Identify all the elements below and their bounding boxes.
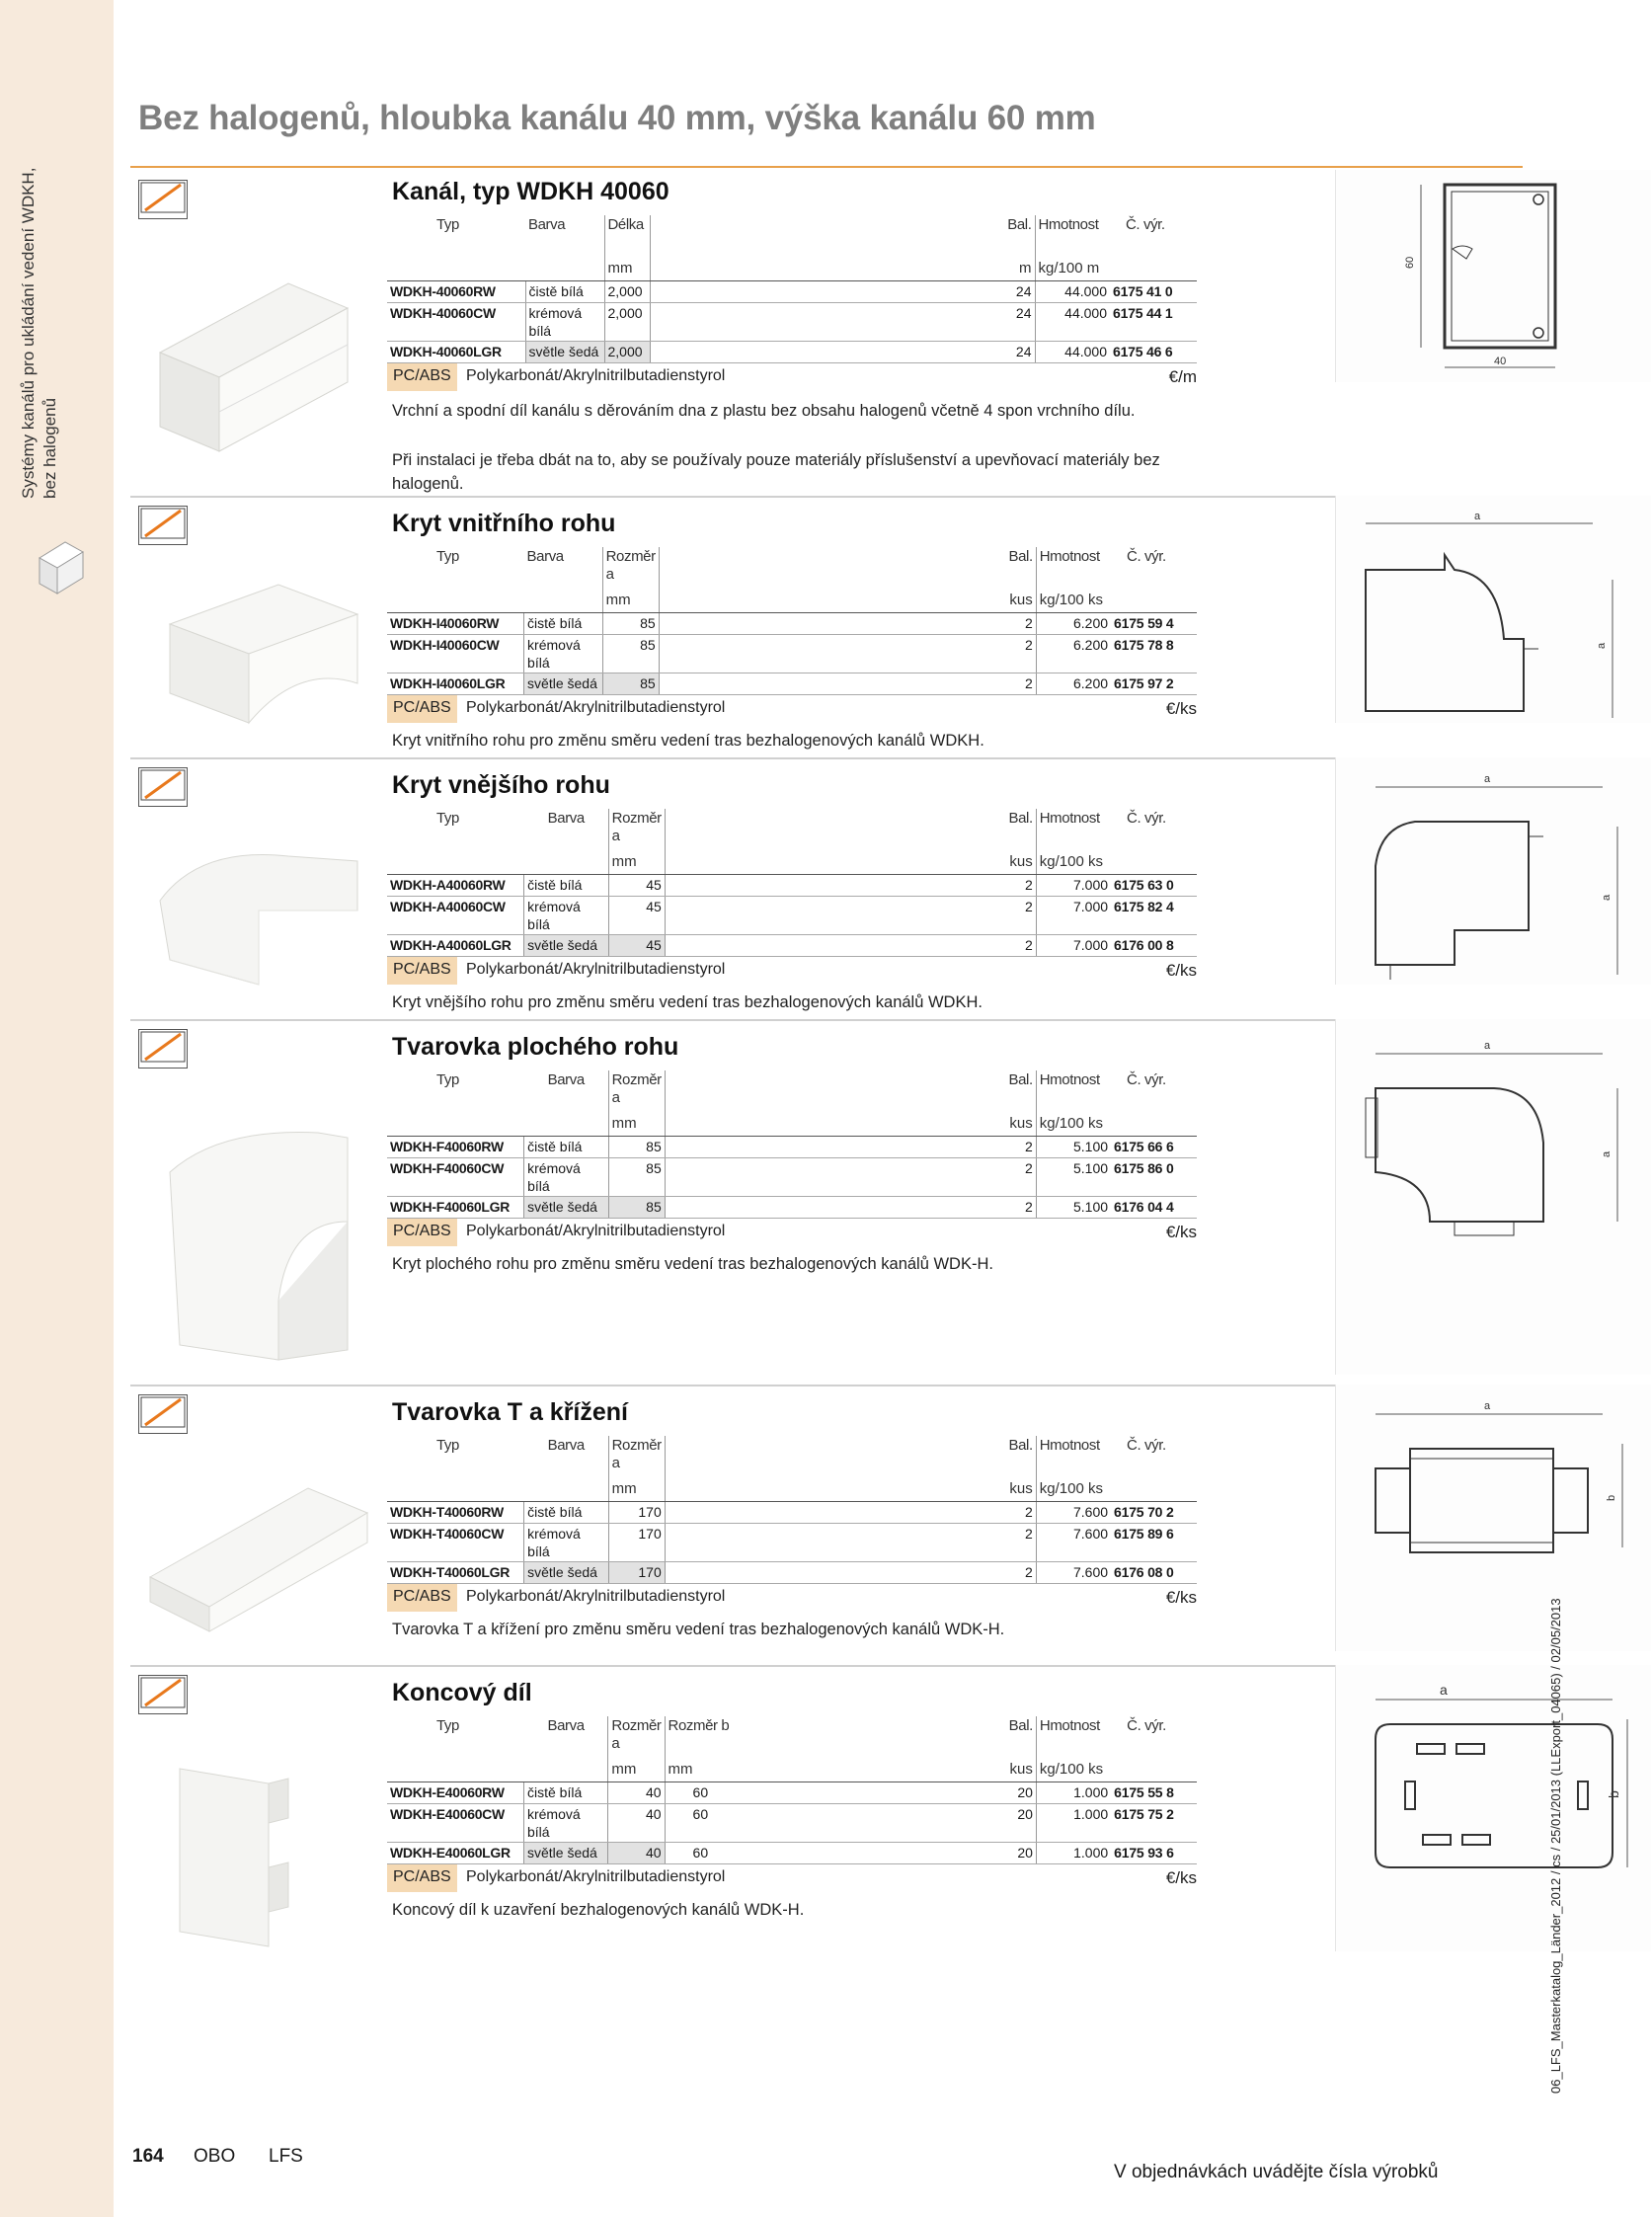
type-code: WDKH-A40060RW [387,874,524,896]
type-code: WDKH-F40060CW [387,1157,524,1196]
material-name: Polykarbonát/Akrylnitrilbutadienstyrol [466,1223,726,1239]
weight-value: 1.000 [1036,1842,1111,1863]
pack-value: 2 [1000,1561,1036,1583]
section-inner-corner [130,496,1608,755]
pack-value: 2 [1000,874,1036,896]
size-a-value: 40 [608,1842,665,1863]
article-number: 6175 82 4 [1111,896,1197,934]
halogen-free-badge [138,1675,188,1714]
col-header-color: Barva [526,548,564,565]
length-value: 2,000 [604,302,650,341]
table-row [387,1803,1197,1842]
halogen-free-icon [139,1676,187,1713]
halogen-free-badge [138,180,188,219]
weight-value: 6.200 [1036,673,1111,694]
dim-a-vertical-label: a [1601,894,1613,901]
pack-value: 20 [1001,1803,1037,1842]
size-b-value: 60 [665,1842,1001,1863]
dim-b-label: b [1606,1494,1617,1501]
flat-corner-photo [140,1113,377,1370]
order-note: V objednávkách uvádějte čísla výrobků [1114,2162,1439,2182]
halogen-free-icon [139,181,187,218]
article-number: 6175 41 0 [1110,280,1197,302]
col-header-color: Barva [547,1717,585,1734]
pack-value: 2 [1000,673,1036,694]
section-divider [130,1019,1523,1021]
color-value: krémová bílá [525,302,604,341]
section-t-piece [130,1385,1617,1663]
col-header-pack: Bal. [1008,1437,1033,1454]
col-header-article: Č. výr. [1127,548,1166,565]
table-row [387,934,1197,956]
size-value: 45 [608,874,665,896]
unit-size-b: mm [665,1760,1001,1782]
product-table [387,1716,1197,1864]
table-row [387,341,1197,362]
pack-value: 2 [1000,1523,1036,1561]
unit-pack: m [999,259,1035,280]
pack-value: 2 [1000,934,1036,956]
color-value: krémová bílá [524,634,603,673]
size-value: 170 [608,1501,665,1523]
col-header-type: Typ [436,810,459,827]
price-unit: €/ks [1165,699,1197,718]
material-name: Polykarbonát/Akrylnitrilbutadienstyrol [466,699,726,716]
weight-value: 6.200 [1036,612,1111,634]
article-number: 6175 63 0 [1111,874,1197,896]
product-description: Kryt plochého rohu pro změnu směru vedení tras bezhalogenových kanálů WDK-H. [392,1255,993,1273]
article-number: 6175 86 0 [1111,1157,1197,1196]
page-number: 164 [132,2146,164,2167]
product-description: Tvarovka T a křížení pro změnu směru vedení tras bezhalogenových kanálů WDK-H. [392,1621,1005,1638]
outer-corner-drawing [1336,757,1652,985]
article-number: 6175 70 2 [1111,1501,1197,1523]
halogen-free-badge [138,1029,188,1069]
weight-value: 7.600 [1036,1523,1111,1561]
material-tag: PC/ABS [387,957,457,985]
table-row [387,896,1197,934]
col-header-size-a: Rozměr a [608,1436,665,1479]
source-reference: 06_LFS_Masterkatalog_Länder_2012 / cs / 25/01/2013 (LLExport_04065) / 02/05/2013 [1548,1598,1563,2094]
weight-value: 44.000 [1035,302,1110,341]
length-value: 2,000 [604,341,650,362]
type-code: WDKH-I40060RW [387,612,524,634]
size-a-value: 40 [608,1803,665,1842]
color-value: světle šedá [523,1842,607,1863]
product-title: Kanál, typ WDKH 40060 [392,178,669,205]
unit-pack: kus [1000,591,1036,612]
unit-weight: kg/100 ks [1036,852,1111,874]
t-piece-drawing [1336,1385,1652,1582]
type-code: WDKH-A40060LGR [387,934,524,956]
product-table [387,1070,1197,1219]
size-value: 170 [608,1561,665,1583]
type-code: WDKH-E40060CW [387,1803,523,1842]
pack-value: 24 [999,280,1035,302]
article-number: 6175 75 2 [1111,1803,1197,1842]
article-number: 6175 55 8 [1111,1782,1197,1803]
product-description: Vrchní a spodní díl kanálu s děrováním dna z plastu bez obsahu halogenů včetně 4 spon vrchního dílu. [392,402,1136,420]
price-unit: €/ks [1165,1588,1197,1607]
col-header-size-a: Rozměr a [602,547,659,591]
type-code: WDKH-A40060CW [387,896,524,934]
col-header-type: Typ [436,1437,459,1454]
type-code: WDKH-40060RW [387,280,525,302]
product-title: Koncový díl [392,1679,532,1706]
article-number: 6175 66 6 [1111,1136,1197,1157]
section-divider [130,1665,1523,1667]
table-row [387,302,1197,341]
col-header-article: Č. výr. [1127,1071,1166,1088]
dim-a-label: a [1484,1040,1491,1052]
channel-cross-section-drawing [1336,170,1652,382]
product-title: Tvarovka plochého rohu [392,1033,679,1061]
material-name: Polykarbonát/Akrylnitrilbutadienstyrol [466,367,726,384]
weight-value: 1.000 [1036,1803,1111,1842]
table-row [387,1782,1197,1803]
material-row [387,1584,1197,1612]
table-row [387,634,1197,673]
dim-a-label: a [1484,773,1491,785]
material-tag: PC/ABS [387,1864,457,1892]
type-code: WDKH-40060LGR [387,341,525,362]
material-row [387,1864,1197,1892]
article-number: 6175 46 6 [1110,341,1197,362]
color-value: čistě bílá [524,612,603,634]
type-code: WDKH-T40060RW [387,1501,524,1523]
weight-value: 7.000 [1036,934,1111,956]
product-description: Kryt vnějšího rohu pro změnu směru vedení tras bezhalogenových kanálů WDKH. [392,993,983,1011]
material-name: Polykarbonát/Akrylnitrilbutadienstyrol [466,961,726,978]
pack-value: 2 [1000,896,1036,934]
col-header-size-a: Rozměr a [608,809,665,852]
size-value: 85 [602,612,659,634]
col-header-article: Č. výr. [1126,216,1165,233]
color-value: světle šedá [525,341,604,362]
color-value: světle šedá [524,673,603,694]
col-header-pack: Bal. [1007,216,1032,233]
cable-duct-icon [36,538,87,595]
type-code: WDKH-F40060LGR [387,1196,524,1218]
color-value: krémová bílá [524,1157,609,1196]
end-cap-photo [140,1759,377,1946]
product-table [387,215,1197,363]
section-flat-corner [130,1019,1613,1385]
unit-pack: kus [1001,1760,1037,1782]
material-row [387,363,1197,391]
col-header-size-a: Rozměr a [608,1716,665,1760]
technical-drawing [1335,1385,1651,1651]
product-description: Kryt vnitřního rohu pro změnu směru vedení tras bezhalogenových kanálů WDKH. [392,732,984,750]
weight-value: 6.200 [1036,634,1111,673]
dim-a-vertical-label: a [1601,1150,1613,1157]
col-header-weight: Hmotnost [1036,1436,1111,1479]
size-value: 85 [602,673,659,694]
table-row [387,1561,1197,1583]
article-number: 6175 93 6 [1111,1842,1197,1863]
weight-value: 1.000 [1036,1782,1111,1803]
col-header-weight: Hmotnost [1036,1716,1111,1760]
color-value: krémová bílá [523,1803,607,1842]
color-value: světle šedá [524,1561,609,1583]
col-header-size-a: Rozměr a [608,1070,665,1114]
pack-value: 2 [1000,1136,1036,1157]
technical-drawing [1335,1665,1651,1951]
pack-value: 2 [1000,1501,1036,1523]
type-code: WDKH-T40060LGR [387,1561,524,1583]
unit-weight: kg/100 ks [1036,1760,1111,1782]
table-row [387,280,1197,302]
article-number: 6175 89 6 [1111,1523,1197,1561]
material-tag: PC/ABS [387,695,457,723]
technical-drawing [1335,757,1651,985]
type-code: WDKH-40060CW [387,302,525,341]
type-code: WDKH-E40060LGR [387,1842,523,1863]
unit-size: mm [602,591,659,612]
side-label-line2: bez halogenů [40,397,59,499]
col-header-size-b: Rozměr b [665,1716,1001,1760]
weight-value: 7.000 [1036,874,1111,896]
product-note: Při instalaci je třeba dbát na to, aby se používaly pouze materiály příslušenství a upevňovací materiály bez halogenů. [392,451,1160,493]
type-code: WDKH-F40060RW [387,1136,524,1157]
product-title: Kryt vnějšího rohu [392,771,610,799]
unit-weight: kg/100 ks [1036,591,1111,612]
type-code: WDKH-I40060LGR [387,673,524,694]
halogen-free-icon [139,1395,187,1433]
halogen-free-icon [139,1030,187,1068]
section-divider [130,1385,1523,1386]
size-value: 45 [608,896,665,934]
col-header-pack: Bal. [1008,548,1033,565]
table-row [387,1523,1197,1561]
weight-value: 5.100 [1036,1136,1111,1157]
material-tag: PC/ABS [387,1219,457,1246]
table-row [387,673,1197,694]
size-b-value: 60 [665,1803,1001,1842]
unit-pack: kus [1000,852,1036,874]
article-number: 6175 59 4 [1111,612,1197,634]
unit-pack: kus [1000,1479,1036,1501]
article-number: 6175 44 1 [1110,302,1197,341]
unit-weight: kg/100 m [1035,259,1110,280]
size-value: 45 [608,934,665,956]
division-label: LFS [269,2146,303,2167]
table-row [387,1842,1197,1863]
article-number: 6175 97 2 [1111,673,1197,694]
unit-pack: kus [1000,1114,1036,1136]
unit-size-a: mm [608,1760,665,1782]
halogen-free-badge [138,1394,188,1434]
pack-value: 2 [1000,1157,1036,1196]
weight-value: 5.100 [1036,1157,1111,1196]
col-header-color: Barva [547,1437,585,1454]
color-value: čistě bílá [524,1136,609,1157]
weight-value: 7.000 [1036,896,1111,934]
dim-a-vertical-label: a [1596,642,1608,649]
price-unit: €/m [1168,367,1197,386]
length-value: 2,000 [604,280,650,302]
type-code: WDKH-I40060CW [387,634,524,673]
col-header-pack: Bal. [1008,1071,1033,1088]
product-table [387,547,1197,695]
col-header-article: Č. výr. [1127,1717,1166,1734]
size-value: 85 [608,1157,665,1196]
unit-size: mm [608,1479,665,1501]
product-table [387,1436,1197,1584]
material-row [387,1219,1197,1246]
price-unit: €/ks [1165,1868,1197,1887]
col-header-pack: Bal. [1008,1717,1033,1734]
unit-size: mm [608,852,665,874]
product-title: Kryt vnitřního rohu [392,510,616,537]
article-number: 6176 08 0 [1111,1561,1197,1583]
pack-value: 24 [999,341,1035,362]
price-unit: €/ks [1165,961,1197,980]
dim-a-label: a [1484,1400,1491,1412]
dim-a-label: a [1440,1682,1448,1698]
col-header-weight: Hmotnost [1036,1070,1111,1114]
col-header-pack: Bal. [1008,810,1033,827]
pack-value: 2 [1000,1196,1036,1218]
col-header-type: Typ [436,216,459,233]
size-value: 85 [608,1196,665,1218]
technical-drawing [1335,1019,1651,1375]
table-row [387,1501,1197,1523]
flat-corner-drawing [1336,1019,1652,1276]
col-header-color: Barva [528,216,566,233]
halogen-free-icon [139,768,187,806]
pack-value: 20 [1001,1782,1037,1803]
technical-drawing [1335,496,1651,723]
unit-length: mm [604,259,650,280]
table-row [387,612,1197,634]
table-row [387,1196,1197,1218]
section-divider [130,496,1523,498]
type-code: WDKH-T40060CW [387,1523,524,1561]
side-label-line1: Systémy kanálů pro ukládání vedení WDKH, [19,167,38,499]
halogen-free-badge [138,767,188,807]
col-header-type: Typ [436,548,459,565]
color-value: čistě bílá [524,1501,609,1523]
material-name: Polykarbonát/Akrylnitrilbutadienstyrol [466,1588,726,1605]
size-b-value: 60 [665,1782,1001,1803]
inner-corner-drawing [1336,496,1652,723]
col-header-type: Typ [436,1717,459,1734]
color-value: čistě bílá [523,1782,607,1803]
type-code: WDKH-E40060RW [387,1782,523,1803]
halogen-free-icon [139,507,187,544]
color-value: světle šedá [524,1196,609,1218]
product-table [387,809,1197,957]
size-value: 85 [602,634,659,673]
material-name: Polykarbonát/Akrylnitrilbutadienstyrol [466,1868,726,1885]
weight-value: 7.600 [1036,1501,1111,1523]
halogen-free-badge [138,506,188,545]
material-row [387,957,1197,985]
inner-corner-photo [140,575,377,723]
section-channel [130,170,1523,496]
section-divider [130,757,1523,759]
color-value: krémová bílá [524,896,609,934]
color-value: krémová bílá [524,1523,609,1561]
channel-photo [140,264,377,451]
color-value: čistě bílá [525,280,604,302]
technical-drawing [1335,170,1651,382]
article-number: 6176 00 8 [1111,934,1197,956]
col-header-weight: Hmotnost [1036,809,1111,852]
col-header-length: Délka [604,215,650,259]
pack-value: 20 [1001,1842,1037,1863]
col-header-weight: Hmotnost [1035,215,1110,259]
unit-weight: kg/100 ks [1036,1479,1111,1501]
col-header-weight: Hmotnost [1036,547,1111,591]
color-value: světle šedá [524,934,609,956]
end-cap-drawing [1336,1665,1652,1872]
color-value: čistě bílá [524,874,609,896]
col-header-article: Č. výr. [1127,1437,1166,1454]
title-divider [130,166,1523,168]
material-row [387,695,1197,723]
size-value: 170 [608,1523,665,1561]
weight-value: 7.600 [1036,1561,1111,1583]
outer-corner-photo [140,841,377,990]
col-header-color: Barva [547,810,585,827]
material-tag: PC/ABS [387,363,457,391]
section-outer-corner [130,757,1613,1017]
table-row [387,1157,1197,1196]
dim-width-label: 40 [1494,356,1507,367]
size-value: 85 [608,1136,665,1157]
article-number: 6175 78 8 [1111,634,1197,673]
page-title: Bez halogenů, hloubka kanálu 40 mm, výška kanálu 60 mm [138,99,1096,137]
weight-value: 5.100 [1036,1196,1111,1218]
dim-height-label: 60 [1404,256,1416,269]
col-header-article: Č. výr. [1127,810,1166,827]
col-header-type: Typ [436,1071,459,1088]
t-piece-photo [140,1468,377,1636]
pack-value: 2 [1000,634,1036,673]
pack-value: 24 [999,302,1035,341]
price-unit: €/ks [1165,1223,1197,1241]
product-title: Tvarovka T a křížení [392,1398,629,1426]
dim-b-label: b [1606,1790,1621,1798]
dim-a-label: a [1474,511,1481,522]
pack-value: 2 [1000,612,1036,634]
size-a-value: 40 [608,1782,665,1803]
side-category-label [18,54,61,499]
table-row [387,874,1197,896]
table-row [387,1136,1197,1157]
unit-weight: kg/100 ks [1036,1114,1111,1136]
brand-label: OBO [194,2146,236,2167]
side-band [0,0,114,2217]
article-number: 6176 04 4 [1111,1196,1197,1218]
weight-value: 44.000 [1035,341,1110,362]
col-header-color: Barva [547,1071,585,1088]
weight-value: 44.000 [1035,280,1110,302]
product-description: Koncový díl k uzavření bezhalogenových kanálů WDK-H. [392,1901,805,1919]
unit-size: mm [608,1114,665,1136]
material-tag: PC/ABS [387,1584,457,1612]
